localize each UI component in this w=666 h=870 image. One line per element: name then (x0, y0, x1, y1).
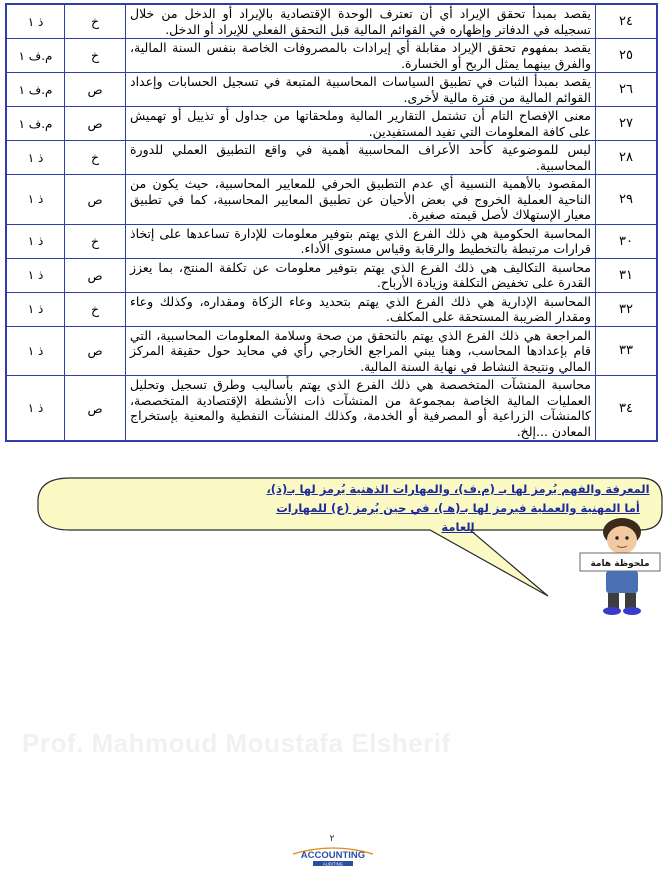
logo-text: ACCOUNTING (300, 850, 366, 861)
row-skill-code: ذ ١ (6, 258, 65, 292)
row-answer: خ (65, 292, 126, 326)
row-statement: معنى الإفصاح التام أن تشتمل التقارير المالية وملحقاتها من جداول أو تذييل أو تهميش على كافة المعلومات التي تفيد المستفيدين. (126, 107, 596, 141)
row-statement: المقصود بالأهمية النسبية أي عدم التطبيق الحرفي للمعايير المحاسبية، حيث يكون من الناحية العملية الخروج في بعض الأحيان عن تطبيق المعايير المحاسبية، كما في تطبيق معيار الإستهلاك لأصل قيمته صغيرة. (126, 175, 596, 225)
row-skill-code: ذ ١ (6, 141, 65, 175)
row-statement: المراجعة هي ذلك الفرع الذي يهتم بالتحقق من صحة وسلامة المعلومات المحاسبية، التي قام بإعدادها المحاسب، وهنا يبني المراجع الخارجي رأي في محايد حول حقيقة المركز المالي ونتيجة النشاط في نهاية السنة المالية. (126, 326, 596, 376)
table-row (6, 141, 657, 175)
note-text-code: (م.ف) (458, 482, 495, 496)
row-answer: ص (65, 107, 126, 141)
table-row (6, 107, 657, 141)
mascot-eye-left (615, 536, 618, 539)
page-number: ٢ (329, 834, 335, 844)
logo-subtext: AUDITING (322, 861, 344, 867)
row-answer: خ (65, 141, 126, 175)
row-number: ٣١ (596, 258, 658, 292)
row-answer: خ (65, 4, 126, 39)
row-number: ٣٣ (596, 326, 658, 376)
mascot-shoe-right (623, 607, 641, 615)
row-statement: المحاسبة الإدارية هي ذلك الفرع الذي يهتم بتحديد وعاء الزكاة ومقداره، وكذلك وعاء ومقدار الضريبة المستحقة على المكلف. (126, 292, 596, 326)
table-row (6, 376, 657, 442)
row-answer: ص (65, 258, 126, 292)
row-number: ٢٩ (596, 175, 658, 225)
mascot-face (607, 526, 637, 554)
row-statement: محاسبة التكاليف هي ذلك الفرع الذي يهتم بتوفير معلومات عن تكلفة المنتج، بما يعزز القدرة على تخفيض التكلفة وزيادة الأرباح. (126, 258, 596, 292)
row-skill-code: ذ ١ (6, 376, 65, 442)
row-answer: ص (65, 175, 126, 225)
row-statement: يقصد بمفهوم تحقق الإيراد مقابلة أي إيرادات بالمصروفات الخاصة بنفس السنة المالية، والفرق بينهما يمثل الربح أو الخسارة. (126, 39, 596, 73)
row-skill-code: ذ ١ (6, 4, 65, 39)
row-answer: ص (65, 376, 126, 442)
table-row (6, 39, 657, 73)
row-number: ٢٨ (596, 141, 658, 175)
row-skill-code: م.ف ١ (6, 107, 65, 141)
row-statement: ليس للموضوعية كأحد الأعراف المحاسبية أهمية في واقع التطبيق العملي للدورة المحاسبية. (126, 141, 596, 175)
row-skill-code: ذ ١ (6, 326, 65, 376)
note-text-part3: ، والمهارات الذهنية يُرمز لها بـ(ذ)، أما المهنية والعملية فيرمز لها بـ(هـ)، في حين يُرمز (ع) للمهارات العامة (266, 482, 640, 534)
table-row (6, 258, 657, 292)
row-number: ٣٤ (596, 376, 658, 442)
table-row (6, 73, 657, 107)
row-skill-code: م.ف ١ (6, 73, 65, 107)
table-row (6, 326, 657, 376)
row-statement: المحاسبة الحكومية هي ذلك الفرع الذي يهتم بتوفير معلومات للإدارة تساعدها على إتخاذ قرارات مرتبطة بالتخطيط والرقابة وقياس مستوى الأداء. (126, 224, 596, 258)
table-row (6, 175, 657, 225)
row-statement: يقصد بمبدأ الثبات في تطبيق السياسات المحاسبية المتبعة في تسجيل الحسابات وإعداد القوائم المالية من فترة مالية لأخرى. (126, 73, 596, 107)
mascot-shoe-left (603, 607, 621, 615)
row-number: ٢٦ (596, 73, 658, 107)
row-number: ٢٤ (596, 4, 658, 39)
mascot-leg-left (608, 593, 619, 609)
questions-table (5, 3, 658, 442)
table-row (6, 224, 657, 258)
row-answer: ص (65, 73, 126, 107)
row-statement: يقصد بمبدأ تحقق الإيراد أي أن تعترف الوحدة الإقتصادية بالإيراد أو الدخل من خلال تسجيله في الدفاتر وإظهاره في القوائم المالية قبل التحقق الفعلي للإيراد أو الدخل. (126, 4, 596, 39)
row-number: ٣٢ (596, 292, 658, 326)
mascot-leg-right (625, 593, 636, 609)
watermark: Prof. Mahmoud Moustafa Elsherif (22, 728, 451, 758)
row-skill-code: م.ف ١ (6, 39, 65, 73)
table-row (6, 4, 657, 39)
row-skill-code: ذ ١ (6, 292, 65, 326)
row-answer: ص (65, 326, 126, 376)
mascot-shirt (606, 571, 638, 593)
mascot-illustration (576, 512, 664, 618)
note-text-part1: المعرفة والفهم يُرمز لها بـ (494, 482, 650, 496)
mascot-eye-right (625, 536, 628, 539)
note-badge-label: ملحوظة هامة (590, 559, 650, 569)
row-skill-code: ذ ١ (6, 224, 65, 258)
row-number: ٢٧ (596, 107, 658, 141)
row-answer: خ (65, 39, 126, 73)
table-row (6, 292, 657, 326)
row-skill-code: ذ ١ (6, 175, 65, 225)
row-number: ٣٠ (596, 224, 658, 258)
row-number: ٢٥ (596, 39, 658, 73)
row-answer: خ (65, 224, 126, 258)
logo (287, 842, 379, 868)
row-statement: محاسبة المنشآت المتخصصة هي ذلك الفرع الذي يهتم بأساليب وطرق تسجيل وتحليل العمليات المالية الخاصة بمجموعة من المنشآت ذات الأنشطة الإقتصادية المتخصصة، كالمنشآت الزراعية أو المصرفية أو الخدمة، وكذلك المنشآت النفطية والمعنية بإستخراج المعادن ...إلخ. (126, 376, 596, 442)
